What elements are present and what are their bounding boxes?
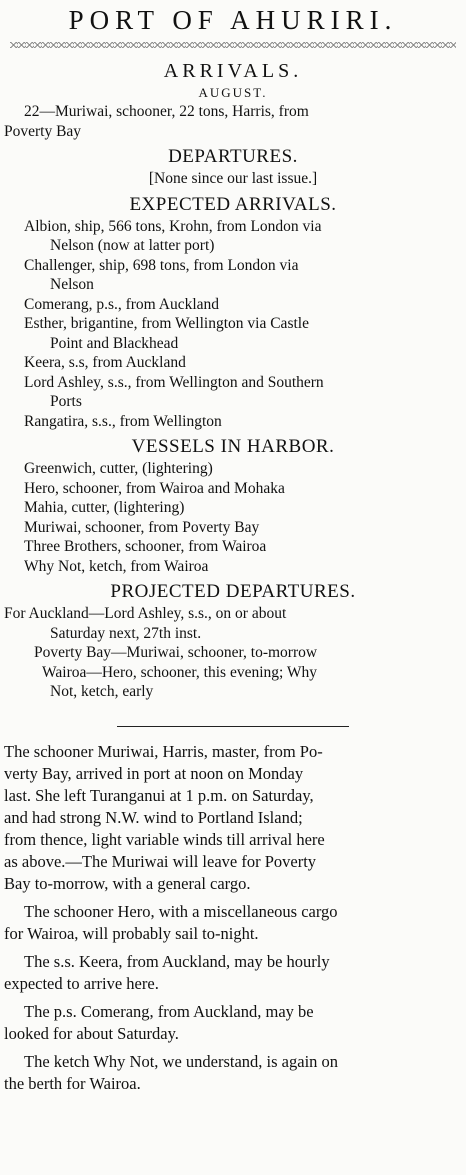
- projected-line: For Auckland—Lord Ashley, s.s., on or about: [4, 605, 287, 622]
- projected-line: Saturday next, 27th inst.: [50, 624, 202, 642]
- decorative-wavy-rule: [10, 42, 456, 48]
- expected-line: Albion, ship, 566 tons, Krohn, from London via: [24, 217, 322, 235]
- projected-departures-heading: PROJECTED DEPARTURES.: [110, 581, 356, 602]
- paragraph-line: The p.s. Comerang, from Auckland, may be: [24, 1001, 314, 1021]
- harbor-line: Muriwai, schooner, from Poverty Bay: [24, 518, 260, 536]
- vessels-in-harbor-heading: VESSELS IN HARBOR.: [131, 436, 335, 457]
- projected-line: Wairoa—Hero, schooner, this evening; Why: [42, 663, 318, 681]
- expected-line: Ports: [50, 393, 82, 410]
- paragraph-line: verty Bay, arrived in port at noon on Monday: [4, 763, 304, 783]
- arrivals-month: AUGUST.: [198, 85, 268, 100]
- news-paragraph-comerang: [4, 1001, 462, 1045]
- harbor-line: Why Not, ketch, from Wairoa: [24, 557, 209, 575]
- paragraph-line: as above.—The Muriwai will leave for Poverty: [4, 851, 317, 871]
- arrivals-line: Poverty Bay: [4, 122, 82, 140]
- paragraph-line: The ketch Why Not, we understand, is again on: [24, 1051, 339, 1071]
- paragraph-line: from thence, light variable winds till arrival here: [4, 829, 325, 849]
- arrivals-heading: ARRIVALS.: [163, 60, 303, 82]
- newspaper-column: [0, 2, 466, 1175]
- expected-line: Nelson (now at latter port): [50, 237, 215, 254]
- news-paragraph-hero: [4, 901, 462, 945]
- paragraph-line: for Wairoa, will probably sail to-night.: [4, 923, 259, 943]
- paragraph-line: expected to arrive here.: [4, 973, 159, 993]
- paragraph-line: The schooner Muriwai, Harris, master, from Po-: [4, 741, 323, 761]
- harbor-line: Greenwich, cutter, (lightering): [24, 460, 213, 477]
- expected-line: Lord Ashley, s.s., from Wellington and Southern: [24, 373, 324, 391]
- news-paragraph-why-not: [4, 1051, 462, 1095]
- expected-line: Keera, s.s, from Auckland: [24, 354, 186, 371]
- expected-arrivals-heading: EXPECTED ARRIVALS.: [129, 193, 337, 215]
- paragraph-line: and had strong N.W. wind to Portland Island;: [4, 807, 303, 827]
- paragraph-line: The schooner Hero, with a miscellaneous cargo: [24, 901, 338, 921]
- projected-line: Poverty Bay—Muriwai, schooner, to-morrow: [34, 644, 318, 661]
- paragraph-line: The s.s. Keera, from Auckland, may be hourly: [24, 951, 330, 971]
- arrivals-line: 22—Muriwai, schooner, 22 tons, Harris, from: [24, 103, 309, 120]
- expected-line: Esther, brigantine, from Wellington via Castle: [24, 315, 309, 332]
- expected-line: Challenger, ship, 698 tons, from London via: [24, 256, 299, 274]
- departures-heading: DEPARTURES.: [168, 146, 298, 167]
- departures-note: [None since our last issue.]: [148, 170, 318, 187]
- harbor-line: Hero, schooner, from Wairoa and Mohaka: [24, 479, 285, 497]
- news-paragraph-keera: [4, 951, 462, 995]
- paragraph-line: last. She left Turanganui at 1 p.m. on Saturday,: [4, 785, 314, 805]
- paragraph-line: the berth for Wairoa.: [4, 1073, 141, 1093]
- expected-line: Nelson: [50, 276, 94, 293]
- expected-line: Point and Blackhead: [50, 334, 179, 352]
- projected-line: Not, ketch, early: [50, 683, 154, 700]
- harbor-line: Mahia, cutter, (lightering): [24, 499, 185, 516]
- expected-line: Comerang, p.s., from Auckland: [24, 295, 220, 313]
- news-paragraph-muriwai: [4, 741, 462, 895]
- masthead-title: PORT OF AHURIRI.: [68, 5, 398, 35]
- paragraph-line: Bay to-morrow, with a general cargo.: [4, 873, 251, 893]
- section-divider: [117, 726, 349, 727]
- expected-line: Rangatira, s.s., from Wellington: [24, 412, 222, 430]
- harbor-line: Three Brothers, schooner, from Wairoa: [24, 538, 267, 555]
- paragraph-line: looked for about Saturday.: [4, 1023, 179, 1043]
